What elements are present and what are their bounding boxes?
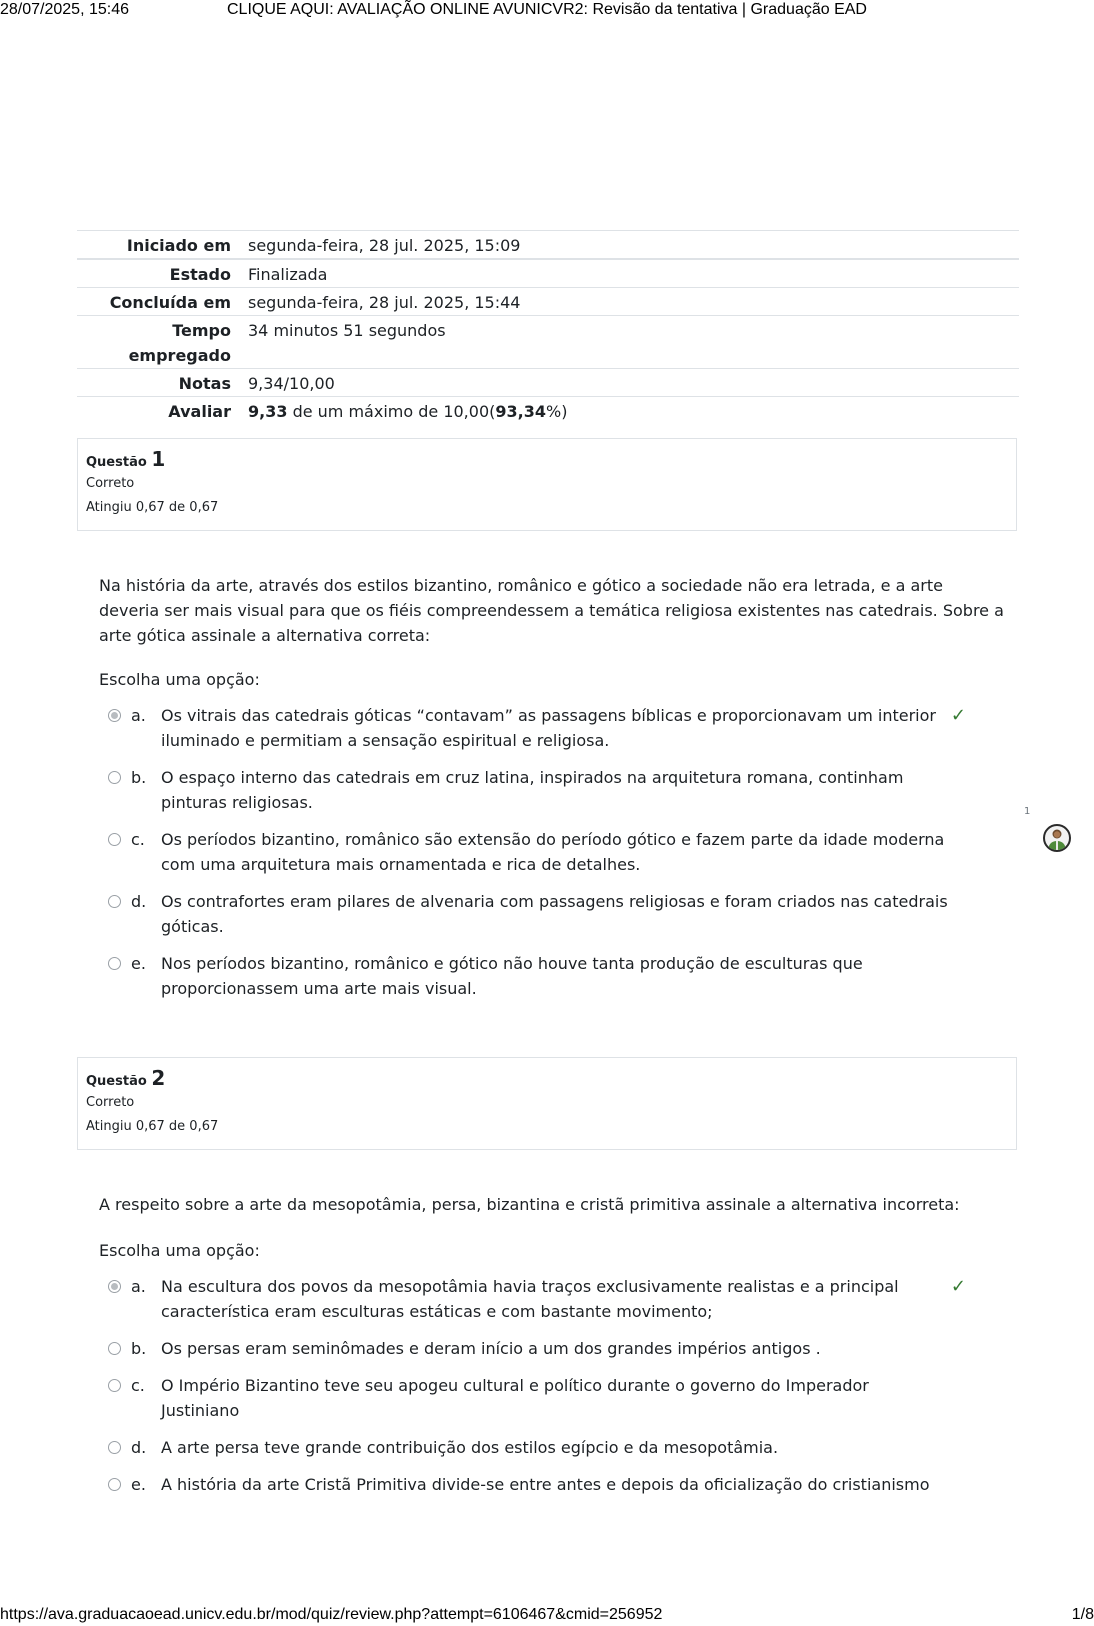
summary-row-completed xyxy=(77,288,1019,316)
side-page-marker: 1 xyxy=(1024,806,1031,817)
summary-label: Tempo empregado xyxy=(128,321,231,365)
print-footer xyxy=(0,1602,1094,1626)
summary-label: Avaliar xyxy=(168,402,231,421)
question-2-info xyxy=(77,1057,1017,1150)
attempt-summary-table xyxy=(77,230,1019,424)
option-text: O espaço interno das catedrais em cruz latina, inspirados na arquitetura romana, continham pinturas religiosas. xyxy=(161,768,904,812)
option-letter: e. xyxy=(131,1475,146,1494)
radio-icon[interactable] xyxy=(108,895,121,908)
question-label: Questão xyxy=(86,1074,147,1089)
user-avatar-icon[interactable] xyxy=(1043,824,1071,852)
option-letter: a. xyxy=(131,706,146,725)
summary-row-started xyxy=(77,231,1019,260)
summary-label: Notas xyxy=(178,374,231,393)
answer-option-e[interactable] xyxy=(108,951,998,1001)
radio-selected-icon[interactable] xyxy=(108,709,121,722)
radio-icon[interactable] xyxy=(108,1441,121,1454)
option-letter: c. xyxy=(131,1376,145,1395)
option-letter: b. xyxy=(131,768,147,787)
question-1-answers xyxy=(108,703,998,1001)
question-grade: Atingiu 0,67 de 0,67 xyxy=(86,1119,219,1134)
question-2-answers xyxy=(108,1274,998,1497)
radio-selected-icon[interactable] xyxy=(108,1280,121,1293)
print-header xyxy=(0,0,1094,24)
grade-middle: de um máximo de 10,00( xyxy=(287,402,496,421)
summary-value: Finalizada xyxy=(248,265,328,284)
option-text: Nos períodos bizantino, românico e gótico não houve tanta produção de esculturas que proporcionassem uma arte mais visual. xyxy=(161,954,863,998)
summary-label: Concluída em xyxy=(109,293,231,312)
option-text: O Império Bizantino teve seu apogeu cultural e político durante o governo do Imperador Justiniano xyxy=(161,1376,869,1420)
answer-option-d[interactable] xyxy=(108,889,998,939)
summary-value: 9,34/10,00 xyxy=(248,374,335,393)
option-letter: d. xyxy=(131,1438,147,1457)
question-1-text: Na história da arte, através dos estilos bizantino, românico e gótico a sociedade não era letrada, e a arte deveria ser mais visual para que os fiéis compreendessem a temática religiosa existentes nas catedrais. Sobre a arte gótica assinale a alternativa correta: xyxy=(99,576,1004,645)
summary-row-state xyxy=(77,260,1019,288)
print-datetime: 28/07/2025, 15:46 xyxy=(0,1,130,18)
answer-option-d[interactable] xyxy=(108,1435,998,1460)
correct-check-icon: ✓ xyxy=(950,1276,966,1297)
summary-grade-value xyxy=(231,397,1019,424)
radio-icon[interactable] xyxy=(108,1478,121,1491)
radio-icon[interactable] xyxy=(108,957,121,970)
option-letter: b. xyxy=(131,1339,147,1358)
grade-score: 9,33 xyxy=(248,402,288,421)
radio-icon[interactable] xyxy=(108,771,121,784)
option-letter: c. xyxy=(131,830,145,849)
question-2-text: A respeito sobre a arte da mesopotâmia, persa, bizantina e cristã primitiva assinale a alternativa incorreta: xyxy=(99,1195,960,1214)
answer-option-b[interactable] xyxy=(108,765,998,815)
question-2-prompt: Escolha uma opção: xyxy=(99,1241,260,1260)
radio-icon[interactable] xyxy=(108,1342,121,1355)
print-page-number: 1/8 xyxy=(1071,1606,1094,1623)
option-text: A arte persa teve grande contribuição dos estilos egípcio e da mesopotâmia. xyxy=(161,1438,779,1457)
answer-option-b[interactable] xyxy=(108,1336,998,1361)
option-text: Os vitrais das catedrais góticas “contavam” as passagens bíblicas e proporcionavam um interior iluminado e permitiam a sensação espiritual e religiosa. xyxy=(161,706,936,750)
question-number xyxy=(86,447,1008,471)
answer-option-c[interactable] xyxy=(108,827,998,877)
summary-value: 34 minutos 51 segundos xyxy=(248,321,446,340)
answer-option-a[interactable] xyxy=(108,1274,998,1324)
summary-row-marks xyxy=(77,369,1019,397)
option-text: Na escultura dos povos da mesopotâmia havia traços exclusivamente realistas e a principal característica eram esculturas estáticas e com bastante movimento; xyxy=(161,1277,899,1321)
answer-option-a[interactable] xyxy=(108,703,998,753)
option-letter: a. xyxy=(131,1277,146,1296)
print-page-title: CLIQUE AQUI: AVALIAÇÃO ONLINE AVUNICVR2: Revisão da tentativa | Graduação EAD xyxy=(227,1,867,18)
avatar-figure-icon xyxy=(1045,826,1069,850)
option-letter: e. xyxy=(131,954,146,973)
option-text: Os períodos bizantino, românico são extensão do período gótico e fazem parte da idade moderna com uma arquitetura mais ornamentada e rica de detalhes. xyxy=(161,830,945,874)
print-url: https://ava.graduacaoead.unicv.edu.br/mod/quiz/review.php?attempt=6106467&cmid=256952 xyxy=(0,1606,663,1623)
radio-icon[interactable] xyxy=(108,1379,121,1392)
option-text: A história da arte Cristã Primitiva divide-se entre antes e depois da oficialização do cristianismo xyxy=(161,1475,930,1494)
summary-row-grade xyxy=(77,397,1019,424)
question-num: 1 xyxy=(151,447,166,471)
question-1-info xyxy=(77,438,1017,531)
summary-value: segunda-feira, 28 jul. 2025, 15:44 xyxy=(248,293,521,312)
option-text: Os contrafortes eram pilares de alvenaria com passagens religiosas e foram criados nas catedrais góticas. xyxy=(161,892,948,936)
question-num: 2 xyxy=(151,1066,166,1090)
summary-row-time xyxy=(77,316,1019,369)
summary-value: segunda-feira, 28 jul. 2025, 15:09 xyxy=(248,236,521,255)
question-label: Questão xyxy=(86,455,147,470)
question-1-prompt: Escolha uma opção: xyxy=(99,670,260,689)
correct-check-icon: ✓ xyxy=(950,705,966,726)
answer-option-c[interactable] xyxy=(108,1373,998,1423)
summary-label: Estado xyxy=(169,265,231,284)
summary-label: Iniciado em xyxy=(126,236,231,255)
grade-end: %) xyxy=(545,402,568,421)
question-state: Correto xyxy=(86,476,135,491)
option-text: Os persas eram seminômades e deram início a um dos grandes impérios antigos . xyxy=(161,1339,821,1358)
question-state: Correto xyxy=(86,1095,135,1110)
grade-percent: 93,34 xyxy=(495,402,546,421)
option-letter: d. xyxy=(131,892,147,911)
question-number xyxy=(86,1066,1008,1090)
question-grade: Atingiu 0,67 de 0,67 xyxy=(86,500,219,515)
radio-icon[interactable] xyxy=(108,833,121,846)
answer-option-e[interactable] xyxy=(108,1472,998,1497)
